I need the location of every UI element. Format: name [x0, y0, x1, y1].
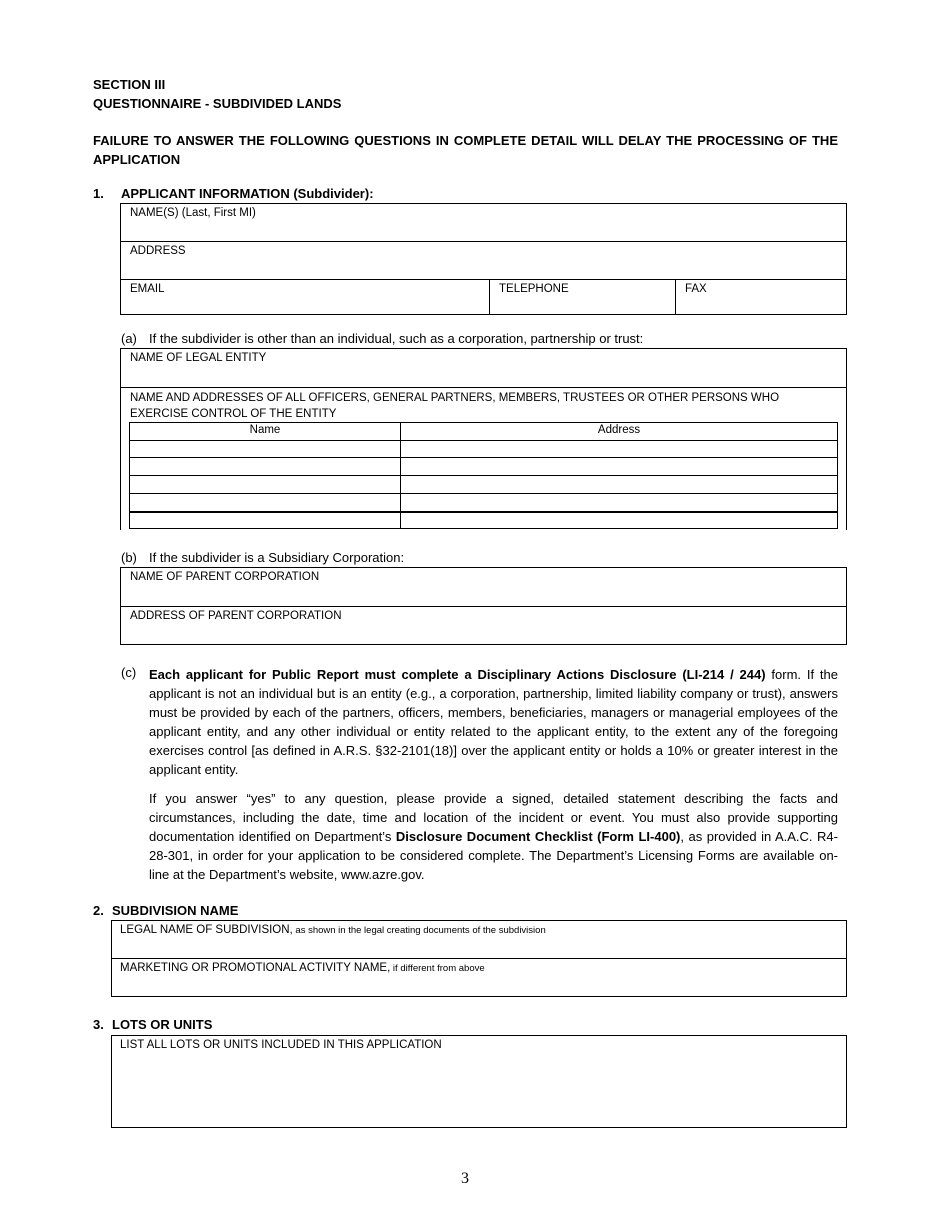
parent-corporation-address-field[interactable]	[120, 606, 847, 645]
applicant-telephone-field[interactable]	[489, 279, 676, 315]
section-label: SECTION III	[93, 77, 166, 92]
section2-number: 2.	[93, 903, 104, 918]
telephone-label: TELEPHONE	[499, 283, 569, 295]
legal-entity-field[interactable]	[120, 348, 847, 388]
section1-number: 1.	[93, 186, 104, 201]
applicant-name-label: NAME(S) (Last, First MI)	[130, 207, 256, 219]
lots-units-label: LIST ALL LOTS OR UNITS INCLUDED IN THIS APPLICATION	[120, 1039, 442, 1051]
officers-table	[129, 422, 838, 529]
table-row[interactable]	[130, 511, 837, 513]
lots-units-field[interactable]	[111, 1035, 847, 1128]
marketing-name-label-group	[120, 961, 485, 976]
warning-text: FAILURE TO ANSWER THE FOLLOWING QUESTIONS IN COMPLETE DETAIL WILL DELAY THE PROCESSING OF THE APPLICATION	[93, 133, 838, 167]
subsection-b-marker: (b)	[121, 550, 137, 565]
disclosure-text: form. If the applicant is not an individual but is an entity (e.g., a corporation, partnership, limited liability company or trust), answers must be provided by each of the partners, officers, members, beneficiaries, managers or managerial employees of the applicant entity, and any other individual or entity related to the applicant entity, to the extent any of the foregoing exercises control [as defined in A.R.S. §32-2101(18)] over the applicant entity or holds a 10% or greater interest in the applicant entity.	[149, 667, 838, 777]
subsection-c-marker: (c)	[121, 665, 137, 680]
page-number: 3	[461, 1170, 469, 1187]
table-header-name: Name	[249, 424, 281, 436]
disclosure-bold-text: Each applicant for Public Report must complete a Disciplinary Actions Disclosure (LI-214 / 244)	[149, 667, 766, 682]
page-title: QUESTIONNAIRE - SUBDIVIDED LANDS	[93, 96, 342, 111]
email-label: EMAIL	[130, 283, 165, 295]
subsection-b-text: If the subdivider is a Subsidiary Corporation:	[149, 550, 405, 565]
parent-name-label: NAME OF PARENT CORPORATION	[130, 571, 320, 583]
disclosure-text-2b: , as provided in A.A.C. R4-28-301, in order for your application to be considered complete. The Department’s Licensing Forms are available on-line at the Department’s website, www.azre.gov.	[149, 829, 838, 882]
disclosure-paragraph-1	[149, 665, 838, 779]
legal-entity-label: NAME OF LEGAL ENTITY	[130, 352, 267, 364]
subsection-a-marker: (a)	[121, 331, 137, 346]
applicant-address-label: ADDRESS	[130, 245, 186, 257]
section1-title: APPLICANT INFORMATION (Subdivider):	[121, 186, 374, 201]
marketing-name-field[interactable]	[111, 958, 847, 997]
marketing-name-label: MARKETING OR PROMOTIONAL ACTIVITY NAME,	[120, 962, 391, 974]
legal-name-label: LEGAL NAME OF SUBDIVISION,	[120, 924, 293, 936]
section3-number: 3.	[93, 1017, 104, 1032]
legal-subdivision-name-field[interactable]	[111, 920, 847, 959]
applicant-fax-field[interactable]	[675, 279, 847, 315]
section2-title: SUBDIVISION NAME	[112, 903, 239, 918]
section3-title: LOTS OR UNITS	[112, 1017, 213, 1032]
applicant-name-field[interactable]	[120, 203, 847, 242]
table-header-address: Address	[597, 424, 641, 436]
table-row[interactable]	[130, 475, 837, 476]
legal-subdivision-label	[120, 923, 546, 938]
fax-label: FAX	[685, 283, 707, 295]
disclosure-paragraph-2	[149, 789, 838, 884]
table-row[interactable]	[130, 440, 837, 441]
parent-address-label: ADDRESS OF PARENT CORPORATION	[130, 610, 342, 622]
legal-name-note: as shown in the legal creating documents of the subdivision	[292, 925, 546, 936]
subsection-a-text: If the subdivider is other than an individual, such as a corporation, partnership or trust:	[149, 331, 644, 346]
officers-label: NAME AND ADDRESSES OF ALL OFFICERS, GENERAL PARTNERS, MEMBERS, TRUSTEES OR OTHER PERSONS WHO EXERCISE CONTROL OF THE ENTITY	[130, 392, 780, 420]
marketing-name-note: if different from above	[390, 963, 485, 974]
applicant-email-field[interactable]	[120, 279, 490, 315]
table-row[interactable]	[130, 457, 837, 458]
applicant-address-field[interactable]	[120, 241, 847, 280]
disclosure-checklist-bold: Disclosure Document Checklist (Form LI-400)	[395, 829, 681, 844]
disclosure-text-2a: If you answer “yes” to any question, please provide a signed, detailed statement describing the facts and circumstances, including the date, time and location of the incident or event. You must also provide supporting documentation identified on Department’s	[149, 791, 838, 844]
table-row[interactable]	[130, 493, 837, 494]
parent-corporation-name-field[interactable]	[120, 567, 847, 607]
